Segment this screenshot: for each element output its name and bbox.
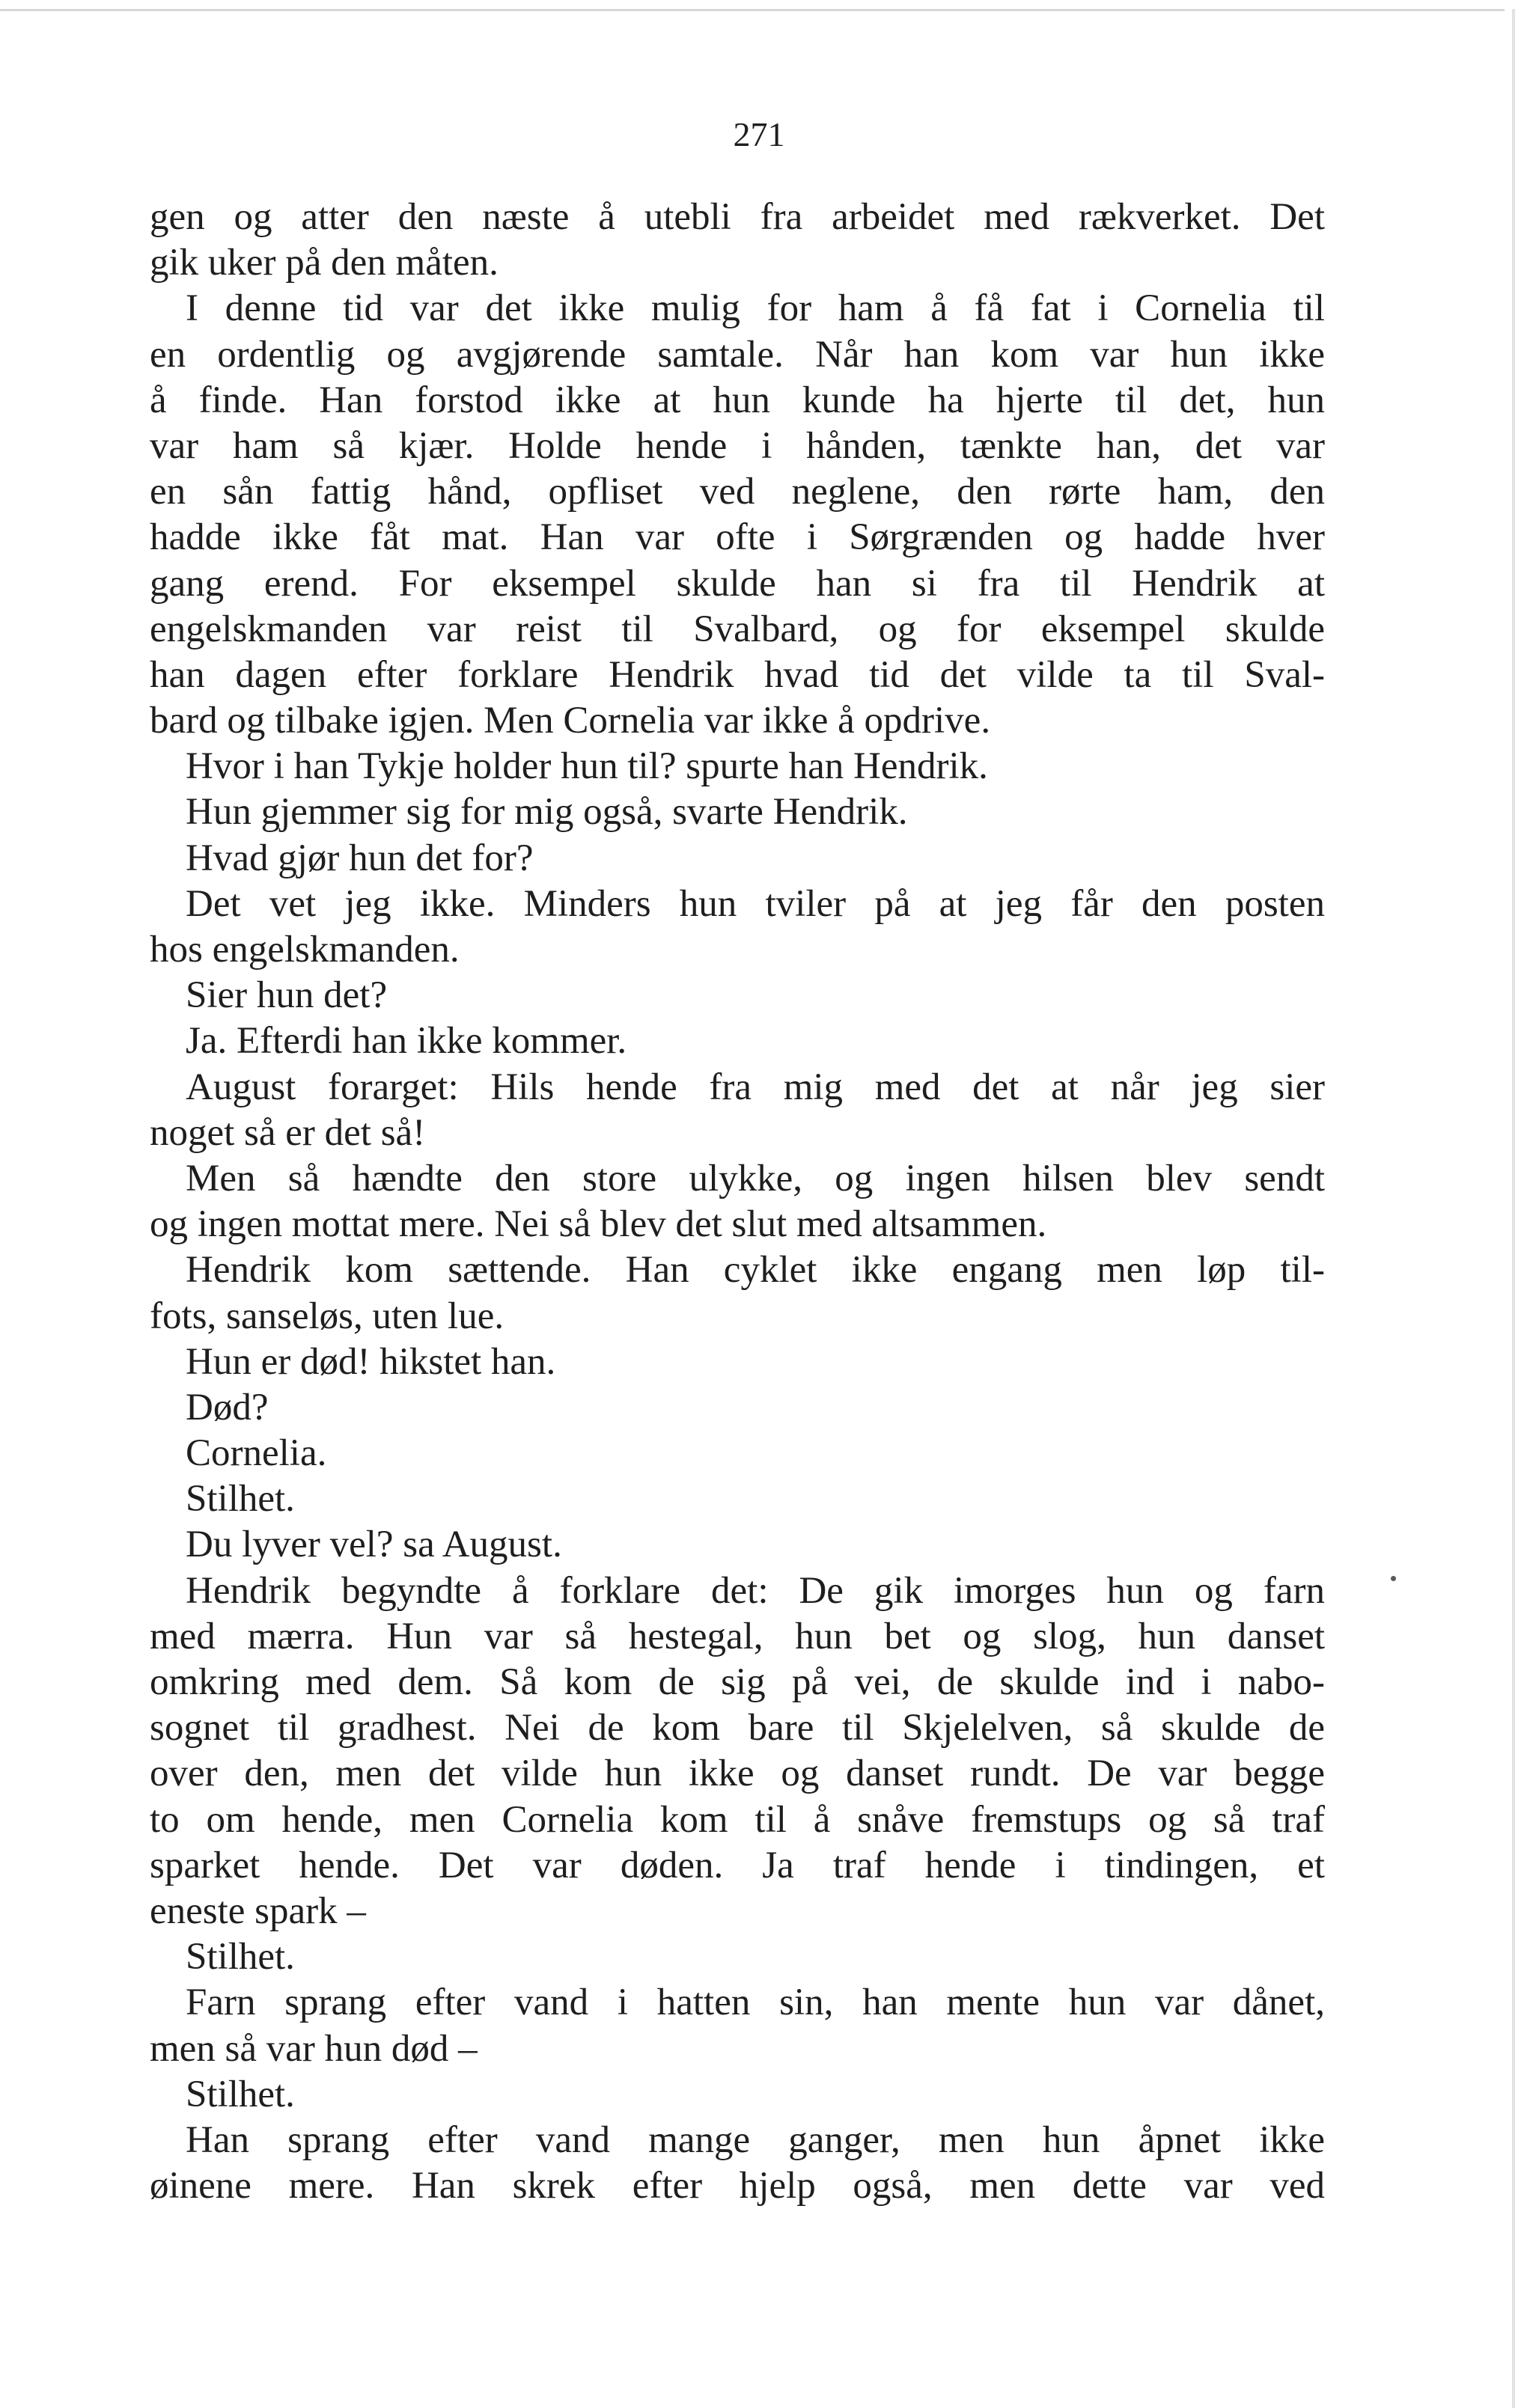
text-line: gik uker på den måten.: [150, 242, 499, 284]
page-edge-top: [0, 9, 1505, 11]
text-line: I denne tid var det ikke mulig for ham å få fat i Cornelia til: [186, 287, 1325, 330]
text-line: Hvor i han Tykje holder hun til? spurte han Hendrik.: [186, 745, 988, 788]
text-line: Det vet jeg ikke. Minders hun tviler på at jeg får den posten: [186, 882, 1325, 925]
text-line: hos engelskmanden.: [150, 929, 460, 971]
text-line: Hvad gjør hun det for?: [186, 837, 534, 879]
body-text: [150, 195, 1325, 2209]
text-line: to om hende, men Cornelia kom til å snåve fremstups og så traf: [150, 1798, 1325, 1841]
text-line: og ingen mottat mere. Nei så blev det slut med altsammen.: [150, 1203, 1047, 1246]
text-line: bard og tilbake igjen. Men Cornelia var ikke å opdrive.: [150, 700, 991, 742]
page-number: 271: [733, 115, 785, 153]
text-line: August forarget: Hils hende fra mig med det at når jeg sier: [186, 1066, 1325, 1108]
text-line: Stilhet.: [186, 1478, 295, 1521]
text-line: Cornelia.: [186, 1432, 327, 1475]
text-line: Hun er død! hikstet han.: [186, 1340, 556, 1383]
text-line: var ham så kjær. Holde hende i hånden, tænkte han, det var: [150, 424, 1325, 467]
text-line: sparket hende. Det var døden. Ja traf hende i tindingen, et: [150, 1844, 1325, 1886]
text-line: Du lyver vel? sa August.: [186, 1524, 562, 1566]
text-line: engelskmanden var reist til Svalbard, og for eksempel skulde: [150, 608, 1325, 650]
ink-speck: [1391, 1576, 1396, 1581]
text-line: Ja. Efterdi han ikke kommer.: [186, 1020, 627, 1063]
text-line: en ordentlig og avgjørende samtale. Når han kom var hun ikke: [150, 333, 1325, 376]
text-line: Hendrik kom sættende. Han cyklet ikke engang men løp til-: [186, 1249, 1325, 1292]
text-line: Sier hun det?: [186, 974, 388, 1017]
text-line: han dagen efter forklare Hendrik hvad tid det vilde ta til Sval-: [150, 653, 1325, 696]
text-line: hadde ikke fåt mat. Han var ofte i Sørgrænden og hadde hver: [150, 516, 1325, 559]
text-line: å finde. Han forstod ikke at hun kunde ha hjerte til det, hun: [150, 379, 1325, 421]
text-line: en sån fattig hånd, opfliset ved neglene, den rørte ham, den: [150, 471, 1325, 513]
text-line: omkring med dem. Så kom de sig på vei, de skulde ind i nabo-: [150, 1661, 1325, 1703]
text-line: Stilhet.: [186, 2073, 295, 2115]
text-line: øinene mere. Han skrek efter hjelp også, men dette var ved: [150, 2165, 1325, 2207]
text-line: Død?: [186, 1386, 269, 1428]
text-line: noget så er det så!: [150, 1111, 426, 1154]
text-line: Han sprang efter vand mange ganger, men hun åpnet ikke: [186, 2118, 1325, 2161]
text-line: men så var hun død –: [150, 2027, 478, 2070]
text-line: Hendrik begyndte å forklare det: De gik imorges hun og farn: [186, 1569, 1325, 1612]
page-edge-right: [1512, 9, 1515, 2408]
text-line: Farn sprang efter vand i hatten sin, han mente hun var dånet,: [186, 1981, 1325, 2024]
text-line: over den, men det vilde hun ikke og danset rundt. De var begge: [150, 1752, 1325, 1795]
text-line: Hun gjemmer sig for mig også, svarte Hendrik.: [186, 791, 908, 834]
text-line: gen og atter den næste å utebli fra arbeidet med rækverket. Det: [150, 196, 1325, 238]
text-line: fots, sanseløs, uten lue.: [150, 1295, 505, 1337]
text-line: Stilhet.: [186, 1936, 295, 1978]
text-line: eneste spark –: [150, 1889, 366, 1932]
text-line: med mærra. Hun var så hestegal, hun bet og slog, hun danset: [150, 1615, 1325, 1657]
text-line: Men så hændte den store ulykke, og ingen hilsen blev sendt: [186, 1157, 1325, 1200]
text-line: sognet til gradhest. Nei de kom bare til Skjelelven, så skulde de: [150, 1707, 1325, 1750]
text-line: gang erend. For eksempel skulde han si fra til Hendrik at: [150, 562, 1325, 605]
